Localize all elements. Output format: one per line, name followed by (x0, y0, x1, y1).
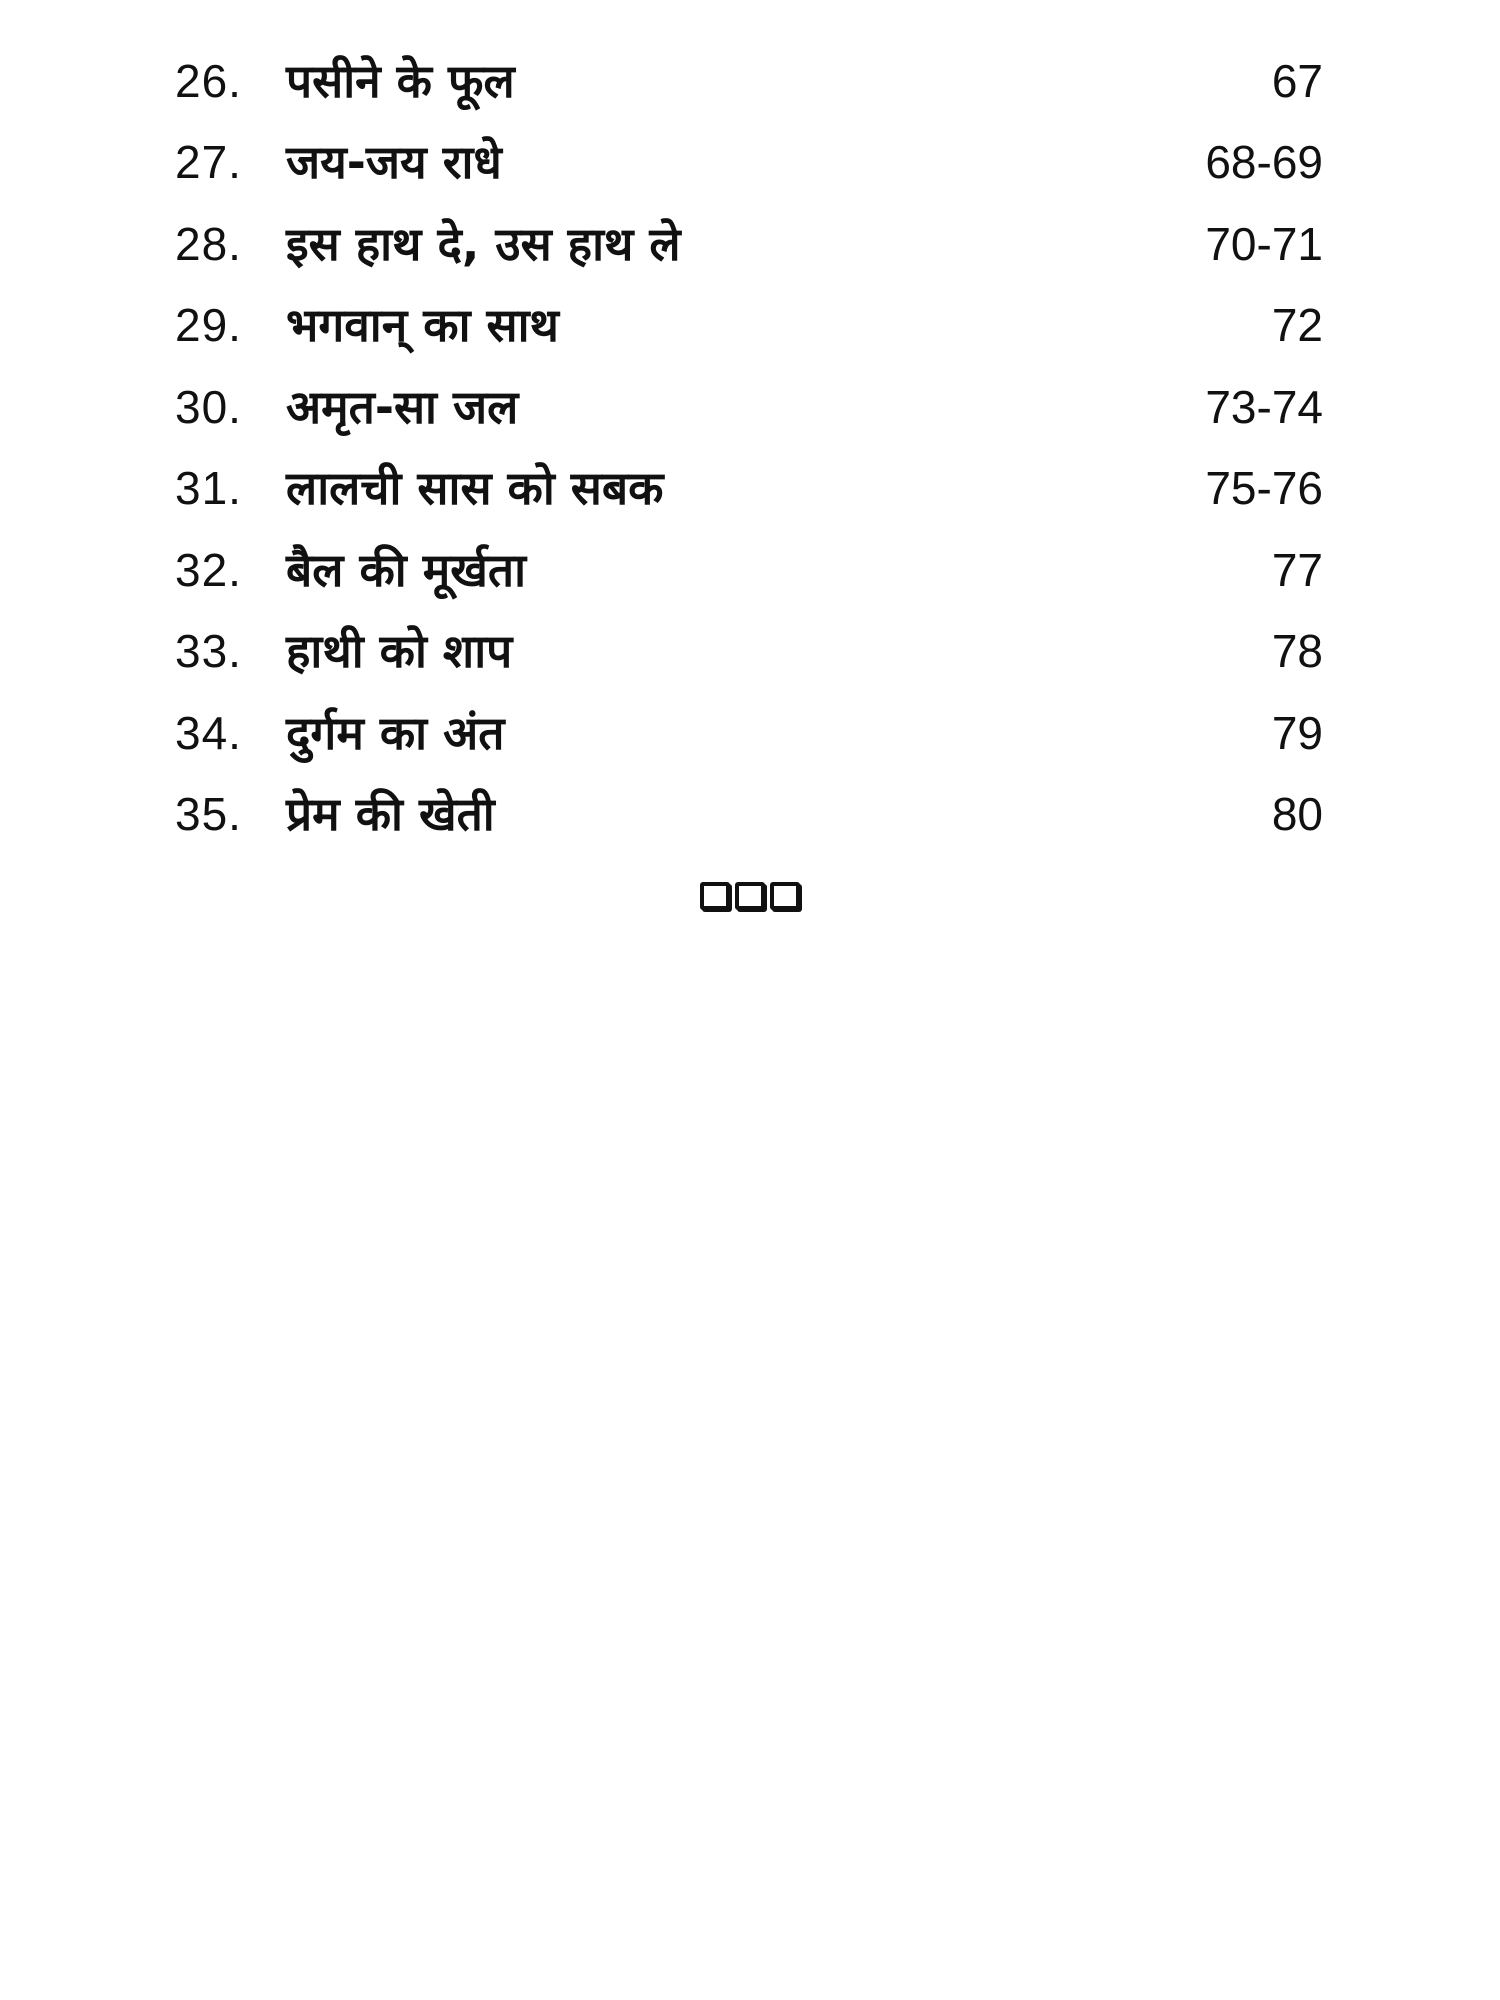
entry-page: 72 (1271, 299, 1323, 352)
entry-page: 77 (1271, 543, 1323, 596)
entry-number: 32. (175, 543, 242, 596)
toc-entry (175, 122, 1323, 204)
entry-number: 30. (175, 380, 242, 433)
entry-title: जय-जय राधे (286, 135, 502, 190)
square-box-icon (735, 882, 765, 910)
three-square-boxes-icon (0, 882, 1500, 910)
entry-title: पसीने के फूल (286, 53, 515, 108)
toc-entry (175, 40, 1323, 122)
entry-number: 31. (175, 462, 242, 515)
entry-page: 78 (1271, 625, 1323, 678)
toc-entry (175, 774, 1323, 856)
entry-title: इस हाथ दे, उस हाथ ले (286, 216, 681, 271)
toc-entry (175, 366, 1323, 448)
entry-page: 70-71 (1205, 217, 1323, 270)
entry-page: 67 (1271, 54, 1323, 107)
square-box-icon (700, 882, 730, 910)
entry-page: 80 (1271, 788, 1323, 841)
entry-title: अमृत-सा जल (286, 379, 519, 434)
entry-page: 79 (1271, 706, 1323, 759)
entry-number: 27. (175, 136, 242, 189)
entry-page: 73-74 (1205, 380, 1323, 433)
entry-page: 68-69 (1205, 136, 1323, 189)
entry-title: भगवान् का साथ (286, 298, 559, 353)
toc-entry (175, 448, 1323, 530)
entry-number: 35. (175, 788, 242, 841)
square-box-icon (770, 882, 800, 910)
entry-title: लालची सास को सबक (286, 461, 664, 516)
entry-title: हाथी को शाप (286, 624, 513, 679)
entry-title: बैल की मूर्खता (286, 542, 526, 597)
toc-entry (175, 285, 1323, 367)
entry-title: प्रेम की खेती (286, 787, 495, 842)
entry-number: 34. (175, 706, 242, 759)
toc-entry (175, 203, 1323, 285)
toc-entry (175, 692, 1323, 774)
entry-number: 33. (175, 625, 242, 678)
entry-number: 29. (175, 299, 242, 352)
entry-number: 26. (175, 54, 242, 107)
toc-entry (175, 529, 1323, 611)
entry-title: दुर्गम का अंत (286, 705, 505, 760)
entry-number: 28. (175, 217, 242, 270)
entry-page: 75-76 (1205, 462, 1323, 515)
table-of-contents (175, 40, 1323, 855)
toc-entry (175, 611, 1323, 693)
